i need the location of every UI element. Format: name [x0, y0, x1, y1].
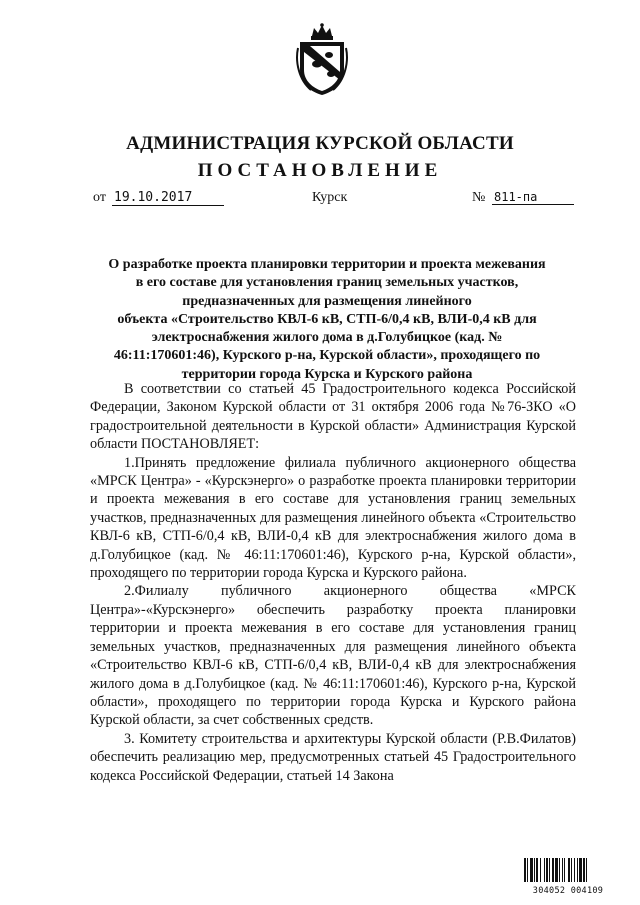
date-prefix: от: [93, 190, 106, 205]
city: Курск: [312, 190, 348, 205]
subject-line: О разработке проекта планировки территории и проекта межевания: [108, 257, 546, 272]
number-prefix: №: [472, 190, 486, 205]
document-date: 19.10.2017: [112, 190, 224, 206]
coat-of-arms-icon: [295, 22, 349, 96]
organization-title: АДМИНИСТРАЦИЯ КУРСКОЙ ОБЛАСТИ: [126, 133, 514, 154]
subject-line: в его составе для установления границ земельных участков,: [135, 275, 519, 291]
subject-line: 46:11:170601:46), Курского р-на, Курской области», проходящего по: [113, 348, 541, 364]
document-kind: ПОСТАНОВЛЕНИЕ: [197, 160, 443, 181]
subject-line: электроснабжения жилого дома в д.Голубицкое (кад. №: [151, 330, 503, 346]
body-paragraph: 1.Принять предложение филиала публичного акционерного общества «МРСК Центра» - «Курскэнерго» о разработке проекта планировки территории и проекта межевания в его составе для установления границ земельных участков, предназначенных для размещения линейного объекта «Строительство КВЛ-6 кВ, СТП-6/0,4 кВ, ВЛИ-0,4 кВ для электроснабжения жилого дома в д.Голубицкое (кад. № 46:11:170601:46), Курского р-на, Курской области», проходящего по территории города Курска и Курского района.: [90, 454, 576, 582]
barcode: [524, 858, 612, 896]
barcode-number: 304052 004109: [532, 886, 604, 896]
document-number: 811-па: [492, 190, 574, 205]
subject-line: предназначенных для размещения линейного: [182, 293, 472, 309]
subject-line: объекта «Строительство КВЛ-6 кВ, СТП-6/0,4 кВ, ВЛИ-0,4 кВ для: [117, 311, 537, 327]
document-body: [90, 380, 576, 785]
body-paragraph: 2.Филиалу публичного акционерного общества «МРСК Центра»-«Курскэнерго» обеспечить разработку проекта планировки территории и проекта межевания в его составе для установления границ земельных участков, предназначенных для размещения линейного объекта «Строительство КВЛ-6 кВ, СТП-6/0,4 кВ, ВЛИ-0,4 кВ для электроснабжения жилого дома в д.Голубицкое (кад. № 46:11:170601:46), Курского р-на, Курской области», проходящего по территории города Курска и Курского района Курской области, за счет собственных средств.: [90, 583, 576, 729]
document-subject: [88, 256, 566, 384]
body-paragraph: В соответствии со статьей 45 Градостроительного кодекса Российской Федерации, Законом Курской области от 31 октября 2006 года №76-ЗКО «О градостроительной деятельности в Курской области» Администрация Курской области ПОСТАНОВЛЯЕТ:: [90, 381, 576, 453]
subject-line: территории города Курска и Курского района: [181, 366, 473, 382]
body-paragraph: 3. Комитету строительства и архитектуры Курской области (Р.В.Филатов) обеспечить реализацию мер, предусмотренных статьей 45 Градостроительного кодекса Российской Федерации, статьей 14 Закона: [90, 730, 576, 784]
barcode-icon: [524, 858, 612, 882]
